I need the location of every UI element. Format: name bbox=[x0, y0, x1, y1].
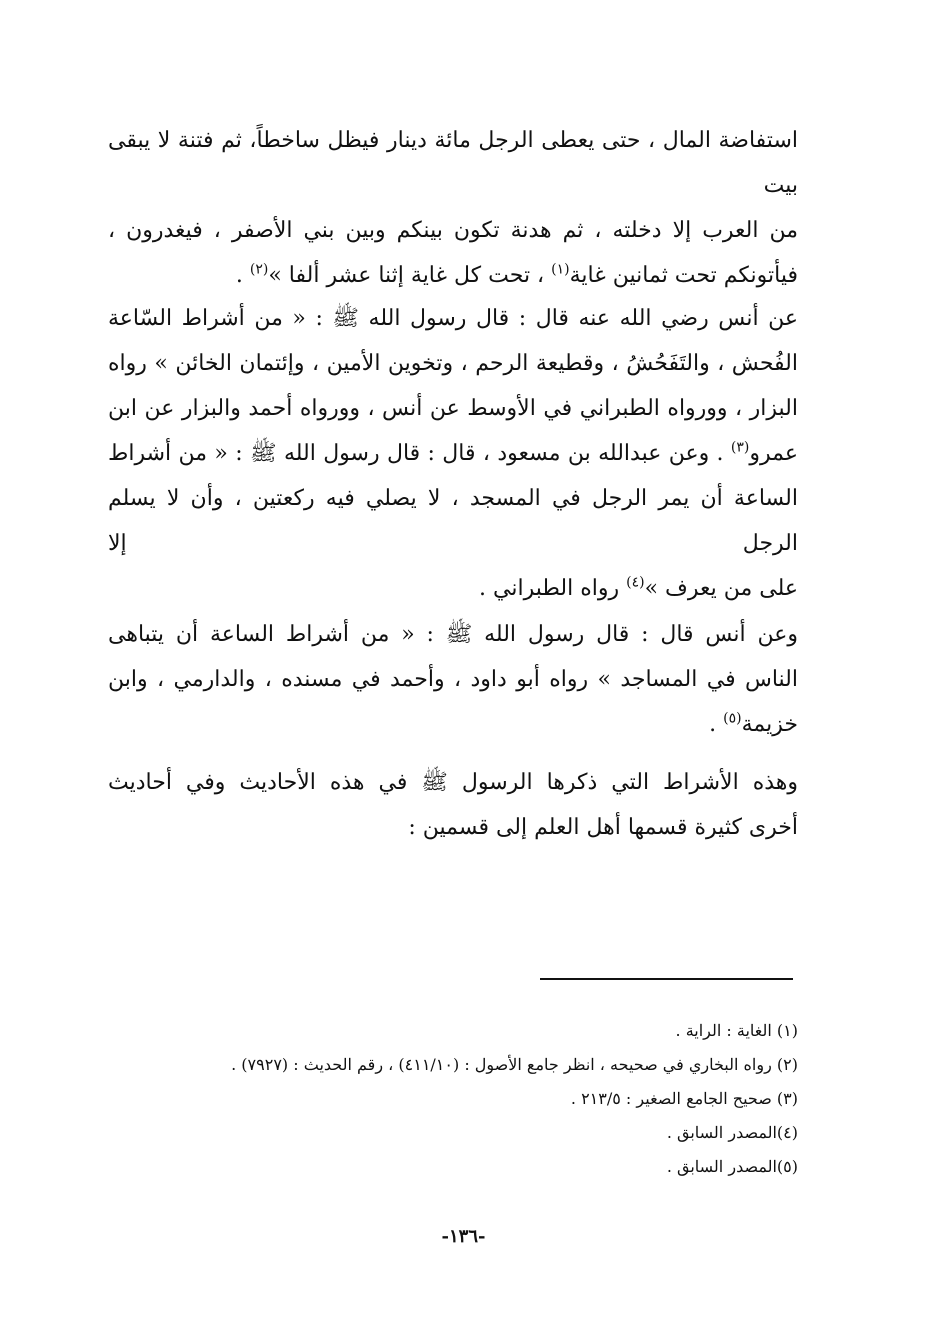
text-segment: . وعن عبدالله بن مسعود ، قال : قال رسول الله ﷺ : « من أشراط bbox=[108, 441, 724, 466]
footnote-ref-5: (٥) bbox=[723, 710, 742, 727]
text-segment: ، تحت كل غاية إثنا عشر ألفا » bbox=[268, 263, 545, 288]
text-line bbox=[108, 566, 798, 611]
text-line: استفاضة المال ، حتى يعطى الرجل مائة دينار فيظل ساخطاً، ثم فتنة لا يبقى بيت bbox=[108, 128, 798, 198]
text-line bbox=[108, 253, 798, 298]
text-segment: على من يعرف » bbox=[644, 576, 798, 601]
paragraph-4 bbox=[108, 760, 798, 850]
text-segment: رواه الطبراني . bbox=[479, 576, 627, 601]
footnote-2: (٢) رواه البخاري في صحيحه ، انظر جامع الأصول : (٤١١/١٠) ، رقم الحديث : (٧٩٢٧) . bbox=[231, 1055, 798, 1074]
footnote-5: (٥)المصدر السابق . bbox=[666, 1157, 798, 1176]
paragraph-2 bbox=[108, 296, 798, 611]
page-number: -١٣٦- bbox=[441, 1226, 486, 1247]
text-line bbox=[108, 431, 798, 476]
paragraph-1 bbox=[108, 118, 798, 298]
footnotes bbox=[108, 1014, 798, 1184]
text-line: الفُحش ، والتَفَحُشُ ، وقطيعة الرحم ، وتخوين الأمين ، وإئتمان الخائن » رواه bbox=[108, 351, 798, 376]
text-line: وهذه الأشراط التي ذكرها الرسول ﷺ في هذه الأحاديث وفي أحاديث bbox=[108, 770, 798, 795]
text-line: أخرى كثيرة قسمها أهل العلم إلى قسمين : bbox=[408, 815, 798, 840]
text-line: عن أنس رضي الله عنه قال : قال رسول الله ﷺ : « من أشراط السّاعة bbox=[108, 306, 798, 331]
text-line: وعن أنس قال : قال رسول الله ﷺ : « من أشراط الساعة أن يتباهى bbox=[108, 622, 798, 647]
text-segment: فيأتونكم تحت ثمانين غاية bbox=[569, 263, 798, 288]
text-line bbox=[108, 702, 798, 747]
text-segment: عمرو bbox=[749, 441, 798, 466]
text-line: الناس في المساجد » رواه أبو داود ، وأحمد في مسنده ، والدارمي ، وابن bbox=[108, 667, 798, 692]
footnote-4: (٤)المصدر السابق . bbox=[666, 1123, 798, 1142]
text-line: البزار ، وورواه الطبراني في الأوسط عن أنس ، وورواه أحمد والبزار عن ابن bbox=[108, 396, 798, 421]
text-line: من العرب إلا دخلته ، ثم هدنة تكون بينكم وبين بني الأصفر ، فيغدرون ، bbox=[108, 218, 798, 243]
footnote-3: (٣) صحيح الجامع الصغير : ٢١٣/٥ . bbox=[570, 1089, 798, 1108]
text-segment: . bbox=[235, 263, 250, 288]
footnote-1: (١) الغاية : الراية . bbox=[675, 1021, 798, 1040]
text-segment: خزيمة bbox=[741, 712, 798, 737]
footnote-ref-1: (١) bbox=[551, 261, 570, 278]
text-segment: . bbox=[709, 712, 724, 737]
footnote-ref-4: (٤) bbox=[626, 574, 645, 591]
footnote-ref-2: (٢) bbox=[249, 261, 269, 278]
text-line: الساعة أن يمر الرجل في المسجد ، لا يصلي فيه ركعتين ، وأن لا يسلم الرجل إلا bbox=[108, 486, 798, 556]
footnote-separator bbox=[540, 978, 793, 980]
footnote-ref-3: (٣) bbox=[730, 439, 750, 456]
paragraph-3 bbox=[108, 612, 798, 747]
